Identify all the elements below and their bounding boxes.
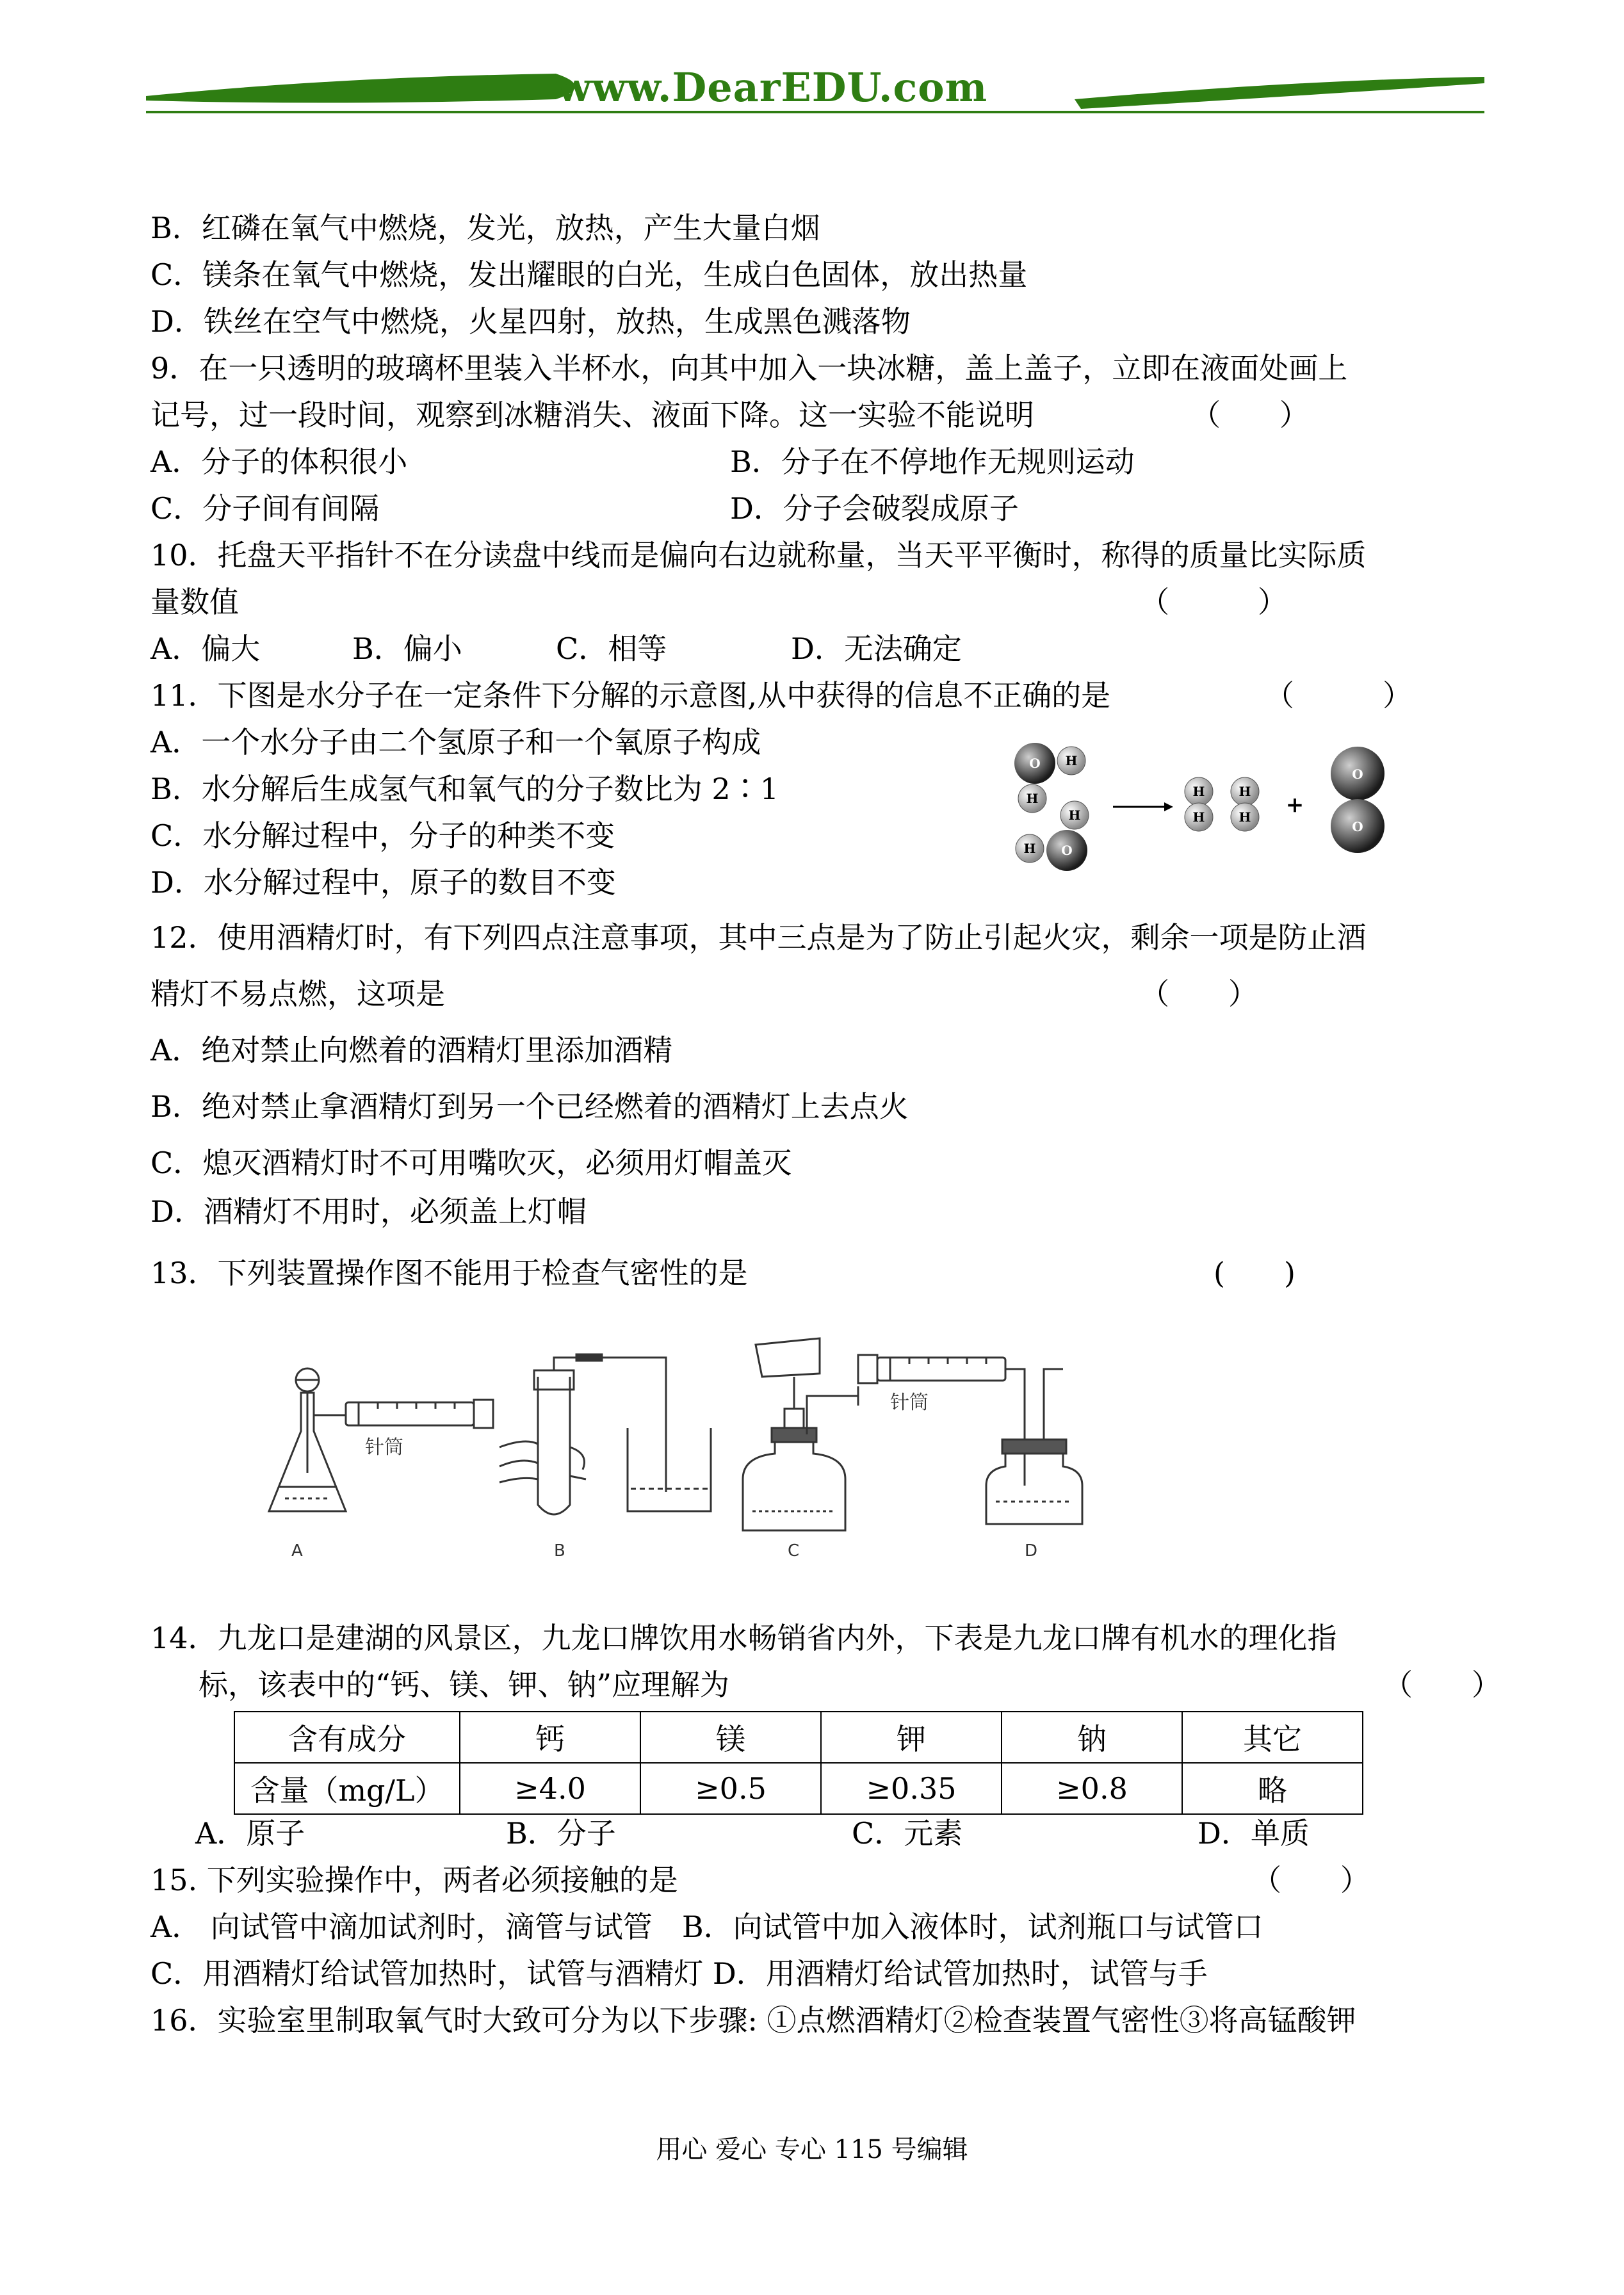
q9-option-a: A．分子的体积很小: [150, 444, 408, 479]
apparatus-d: [858, 1355, 1082, 1561]
apparatus-label-c: C: [788, 1541, 800, 1561]
site-logo: www.DearEDU.com: [557, 64, 988, 111]
q11-option-b: B．水分解后生成氢气和氧气的分子数比为 2∶1: [150, 772, 779, 806]
q11-answer-paren: （ ）: [1265, 678, 1412, 713]
table-header-cell: 钾: [821, 1712, 1002, 1763]
q10-stem-line1: 10．托盘天平指针不在分读盘中线而是偏向右边就称量，当天平平衡时，称得的质量比实际质: [150, 538, 1367, 572]
q12-answer-paren: （ ）: [1140, 977, 1258, 1011]
atom-label: O: [1029, 756, 1041, 771]
atom-label: H: [1192, 784, 1205, 799]
atom-label: O: [1352, 819, 1363, 834]
q9-option-d: D．分子会破裂成原子: [730, 491, 1019, 526]
apparatus-b: [499, 1354, 711, 1561]
q8-option-b: B．红磷在氧气中燃烧，发光，放热，产生大量白烟: [150, 211, 820, 245]
q15-stem: 15. 下列实验操作中，两者必须接触的是: [150, 1863, 678, 1897]
apparatus-c: [743, 1338, 858, 1561]
q9-option-c: C．分子间有间隔: [150, 491, 380, 526]
q10-option-c: C．相等: [556, 631, 667, 666]
table-cell: ≥0.35: [821, 1763, 1002, 1814]
atom-label: O: [1061, 843, 1073, 858]
q8-option-c: C．镁条在氧气中燃烧，发出耀眼的白光，生成白色固体，放出热量: [150, 257, 1028, 292]
q13-stem: 13．下列装置操作图不能用于检查气密性的是: [150, 1256, 748, 1290]
table-header-cell: 钙: [460, 1712, 640, 1763]
water-decomposition-figure: [999, 730, 1396, 884]
apparatus-label-a: A: [291, 1541, 303, 1561]
q14-answer-paren: （ ）: [1383, 1667, 1501, 1702]
q11-stem: 11．下图是水分子在一定条件下分解的示意图,从中获得的信息不正确的是: [150, 678, 1111, 713]
mineral-content-table: [234, 1711, 1363, 1815]
table-cell: ≥0.5: [640, 1763, 821, 1814]
atom-label: H: [1026, 791, 1039, 806]
q9-answer-paren: （ ）: [1191, 398, 1309, 432]
q15-options-ab: A． 向试管中滴加试剂时，滴管与试管 B．向试管中加入液体时，试剂瓶口与试管口: [150, 1910, 1263, 1944]
q12-option-b: B．绝对禁止拿酒精灯到另一个已经燃着的酒精灯上去点火: [150, 1089, 909, 1124]
q9-stem-line1: 9．在一只透明的玻璃杯里装入半杯水，向其中加入一块冰糖，盖上盖子，立即在液面处画上: [150, 351, 1348, 385]
q10-option-b: B．偏小: [352, 631, 462, 666]
apparatus-label-b: B: [554, 1541, 565, 1561]
page-footer: 用心 爱心 专心 115 号编辑: [656, 2135, 968, 2164]
atom-label: H: [1068, 807, 1081, 823]
q11-option-c: C．水分解过程中，分子的种类不变: [150, 818, 615, 853]
table-cell: ≥4.0: [460, 1763, 640, 1814]
q10-option-d: D．无法确定: [791, 631, 962, 666]
table-cell: 含量（mg/L）: [234, 1763, 460, 1814]
q11-option-d: D．水分解过程中，原子的数目不变: [150, 865, 616, 900]
q12-stem-line1: 12．使用酒精灯时，有下列四点注意事项，其中三点是为了防止引起火灾，剩余一项是防止酒: [150, 920, 1367, 955]
atom-label: H: [1238, 809, 1251, 825]
apparatus-label-d: D: [1025, 1541, 1038, 1561]
q10-option-a: A．偏大: [150, 631, 261, 666]
q11-option-a: A．一个水分子由二个氢原子和一个氧原子构成: [150, 725, 761, 759]
atom-label: H: [1238, 784, 1251, 799]
q10-stem-line2: 量数值: [150, 585, 239, 619]
q12-option-c: C．熄灭酒精灯时不可用嘴吹灭，必须用灯帽盖灭: [150, 1146, 792, 1180]
syringe-label: 针筒: [365, 1436, 403, 1459]
apparatus-a: [269, 1368, 493, 1561]
q15-answer-paren: （ ）: [1252, 1863, 1370, 1897]
airtightness-apparatus-figure: [231, 1319, 1268, 1569]
atom-label: O: [1352, 766, 1363, 782]
table-cell: 略: [1182, 1763, 1363, 1814]
table-header-cell: 其它: [1182, 1712, 1363, 1763]
q9-option-b: B．分子在不停地作无规则运动: [730, 444, 1135, 479]
q10-answer-paren: （ ）: [1140, 585, 1287, 619]
plus-sign: +: [1285, 792, 1304, 818]
q12-option-d: D．酒精灯不用时，必须盖上灯帽: [150, 1194, 587, 1229]
table-header-cell: 钠: [1002, 1712, 1182, 1763]
atom-label: H: [1065, 753, 1078, 768]
q16-stem: 16．实验室里制取氧气时大致可分为以下步骤: ①点燃酒精灯②检查装置气密性③将高锰酸钾: [150, 2003, 1356, 2038]
q8-option-d: D．铁丝在空气中燃烧，火星四射，放热，生成黑色溅落物: [150, 304, 911, 339]
q14-option-b: B．分子: [506, 1816, 616, 1851]
syringe-label: 针筒: [890, 1391, 929, 1414]
table-header-cell: 含有成分: [234, 1712, 460, 1763]
table-row: [234, 1763, 1363, 1814]
q9-stem-line2: 记号，过一段时间，观察到冰糖消失、液面下降。这一实验不能说明: [150, 398, 1034, 432]
q14-stem-line1: 14．九龙口是建湖的风景区，九龙口牌饮用水畅销省内外，下表是九龙口牌有机水的理化指: [150, 1621, 1337, 1655]
q14-option-d: D．单质: [1198, 1816, 1310, 1851]
atom-label: H: [1023, 841, 1036, 856]
q14-stem-line2: 标，该表中的“钙、镁、钾、钠”应理解为: [199, 1667, 730, 1702]
table-header-row: [234, 1712, 1363, 1763]
q14-option-c: C．元素: [852, 1816, 963, 1851]
q12-stem-line2: 精灯不易点燃，这项是: [150, 977, 445, 1011]
table-header-cell: 镁: [640, 1712, 821, 1763]
table-cell: ≥0.8: [1002, 1763, 1182, 1814]
q13-answer-paren: ( ): [1214, 1256, 1295, 1290]
q15-options-cd: C．用酒精灯给试管加热时，试管与酒精灯 D．用酒精灯给试管加热时，试管与手: [150, 1956, 1208, 1991]
q12-option-a: A．绝对禁止向燃着的酒精灯里添加酒精: [150, 1033, 673, 1067]
atom-label: H: [1192, 809, 1205, 825]
q14-option-a: A．原子: [195, 1816, 305, 1851]
